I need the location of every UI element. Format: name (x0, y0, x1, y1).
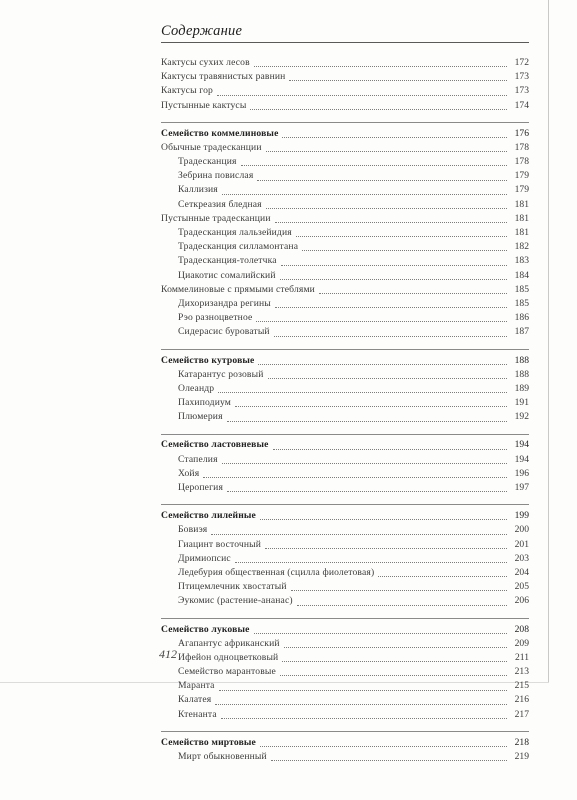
toc-entry-page: 186 (514, 312, 529, 324)
toc-entry[interactable] (161, 637, 529, 651)
toc-entry-label: Калатея (178, 694, 212, 706)
dot-leader (280, 278, 507, 280)
toc-entry[interactable] (161, 750, 529, 764)
toc-entry-page: 213 (514, 666, 529, 678)
dot-leader (258, 363, 507, 365)
toc-entry[interactable] (161, 56, 529, 70)
dot-leader (296, 235, 507, 237)
dot-leader (284, 646, 507, 648)
dot-leader (235, 405, 507, 407)
page-number: 412 (159, 647, 177, 661)
dot-leader (203, 476, 507, 478)
toc-entry[interactable] (161, 708, 529, 722)
dot-leader (217, 94, 507, 96)
toc-entry-label: Птицемлечник хвостатый (178, 581, 287, 593)
toc-entry-label: Семейство марантовые (178, 666, 276, 678)
dot-leader (235, 561, 507, 563)
toc-entry-page: 181 (514, 198, 529, 210)
toc-entry[interactable] (161, 594, 529, 608)
toc-entry[interactable] (161, 297, 529, 311)
toc-entry-label: Хойя (178, 467, 200, 479)
section-rule (161, 504, 529, 505)
running-header (161, 23, 529, 43)
toc-entry-label: Пустынные кактусы (161, 99, 247, 111)
dot-leader (275, 221, 507, 223)
toc-entry[interactable] (161, 84, 529, 98)
toc-entry-label: Гиацинт восточный (178, 538, 262, 550)
toc-entry-label: Семейство кутровые (161, 354, 255, 366)
dot-leader (254, 65, 507, 67)
toc-entry[interactable] (161, 99, 529, 113)
toc-entry-page: 183 (514, 255, 529, 267)
toc-entry-page: 181 (514, 227, 529, 239)
toc-entry[interactable] (161, 552, 529, 566)
toc-entry-label: Агапантус африканский (178, 637, 280, 649)
toc-entry[interactable] (161, 538, 529, 552)
toc-entry-label: Рэо разноцветное (178, 312, 253, 324)
section-rule (161, 618, 529, 619)
toc-entry-label: Ифейон одноцветковый (178, 651, 279, 663)
dot-leader (241, 164, 507, 166)
dot-leader (297, 604, 507, 606)
dot-leader (280, 674, 507, 676)
header-title: Содержание (161, 23, 243, 39)
toc-entry[interactable] (161, 155, 529, 169)
toc-family-entry[interactable] (161, 509, 529, 523)
toc-entry-label: Семейство лилейные (161, 510, 256, 522)
toc-entry-page: 200 (514, 524, 529, 536)
toc-entry-page: 174 (514, 99, 529, 111)
dot-leader (291, 589, 507, 591)
toc-entry-label: Дихоризандра регины (178, 297, 271, 309)
section-gap (161, 609, 529, 615)
toc-entry-label: Кактусы сухих лесов (161, 56, 250, 68)
toc-entry[interactable] (161, 325, 529, 339)
toc-entry-page: 189 (514, 382, 529, 394)
toc-entry-label: Кактусы травянистых равнин (161, 71, 286, 83)
section-rule (161, 349, 529, 350)
toc-entry-page: 199 (514, 510, 529, 522)
section-gap (161, 113, 529, 119)
dot-leader (266, 207, 507, 209)
toc-entry-label: Эукомис (растение-ананас) (178, 595, 293, 607)
toc-entry-page: 217 (514, 708, 529, 720)
toc-entry-page: 181 (514, 212, 529, 224)
toc-entry-page: 178 (514, 141, 529, 153)
toc-entry-label: Традесканция лальзейидия (178, 227, 292, 239)
toc-entry-label: Ледебурия общественная (сцилла фиолетовая) (178, 566, 375, 578)
toc-entry[interactable] (161, 198, 529, 212)
dot-leader (275, 306, 507, 308)
toc-entry[interactable] (161, 651, 529, 665)
toc-entry-label: Обычные традесканции (161, 141, 262, 153)
section-rule (161, 434, 529, 435)
dot-leader (222, 462, 507, 464)
toc-entry-page: 184 (514, 269, 529, 281)
toc-family-entry[interactable] (161, 127, 529, 141)
toc-entry[interactable] (161, 481, 529, 495)
toc-entry-label: Традесканция силламонтана (178, 241, 299, 253)
toc-entry[interactable] (161, 382, 529, 396)
toc-entry[interactable] (161, 70, 529, 84)
toc-entry-label: Циакотис сомалийский (178, 269, 276, 281)
section-rule (161, 731, 529, 732)
toc-entry[interactable] (161, 453, 529, 467)
toc-entry-label: Семейство миртовые (161, 736, 256, 748)
dot-leader (211, 533, 507, 535)
toc-family-entry[interactable] (161, 736, 529, 750)
dot-leader (219, 689, 507, 691)
toc-entry-page: 203 (514, 552, 529, 564)
toc-entry-label: Плюмерия (178, 411, 223, 423)
toc-entry-page: 191 (514, 397, 529, 409)
toc-entry[interactable] (161, 254, 529, 268)
toc-entry-page: 182 (514, 241, 529, 253)
dot-leader (289, 79, 507, 81)
toc-entry[interactable] (161, 169, 529, 183)
section-gap (161, 425, 529, 431)
toc-entry-label: Пахиподиум (178, 397, 232, 409)
toc-entry-label: Кактусы гор (161, 85, 213, 97)
dot-leader (257, 179, 507, 181)
toc-entry-label: Каллизия (178, 184, 218, 196)
dot-leader (260, 745, 507, 747)
toc-entry-page: 187 (514, 326, 529, 338)
toc-entry[interactable] (161, 184, 529, 198)
toc-entry-page: 197 (514, 482, 529, 494)
toc-entry-page: 218 (514, 736, 529, 748)
toc-entry[interactable] (161, 679, 529, 693)
toc-entry-page: 201 (514, 538, 529, 550)
toc-entry-label: Традесканция (178, 156, 237, 168)
toc-entry-page: 208 (514, 623, 529, 635)
toc-entry-label: Олеандр (178, 382, 215, 394)
page-edge (548, 0, 549, 682)
toc-entry-page: 188 (514, 354, 529, 366)
toc-entry-page: 194 (514, 453, 529, 465)
toc-entry-label: Семейство коммелиновые (161, 127, 279, 139)
toc-entry-page: 205 (514, 581, 529, 593)
toc-entry-page: 185 (514, 297, 529, 309)
toc-entry-label: Семейство ластовневые (161, 439, 269, 451)
section-gap (161, 340, 529, 346)
toc-entry-page: 211 (514, 651, 529, 663)
toc-entry-page: 178 (514, 156, 529, 168)
toc-entry-page: 172 (514, 56, 529, 68)
toc-entry-label: Мирт обыкновенный (178, 751, 267, 763)
toc-entry[interactable] (161, 269, 529, 283)
toc-entry-label: Традесканция-толетчка (178, 255, 277, 267)
toc-entry-label: Сидерасис буроватый (178, 326, 270, 338)
toc-entry-label: Дримиопсис (178, 552, 231, 564)
toc-entry[interactable] (161, 396, 529, 410)
dot-leader (302, 249, 507, 251)
dot-leader (265, 547, 507, 549)
toc-entry-label: Церопегия (178, 482, 224, 494)
toc-entry-page: 179 (514, 170, 529, 182)
dot-leader (254, 632, 507, 634)
toc-entry-label: Сеткреазия бледная (178, 198, 262, 210)
toc-entry-label: Катарантус розовый (178, 368, 264, 380)
dot-leader (271, 759, 507, 761)
dot-leader (282, 136, 507, 138)
dot-leader (268, 377, 508, 379)
toc-family-entry[interactable] (161, 354, 529, 368)
toc-entry-page: 215 (514, 680, 529, 692)
toc-entry-label: Стапелия (178, 453, 218, 465)
toc-entry-page: 173 (514, 71, 529, 83)
toc-entry-page: 206 (514, 595, 529, 607)
toc-entry[interactable] (161, 226, 529, 240)
toc-entry[interactable] (161, 212, 529, 226)
toc-entry-page: 204 (514, 566, 529, 578)
dot-leader (218, 391, 507, 393)
table-of-contents (161, 56, 529, 764)
toc-entry[interactable] (161, 580, 529, 594)
toc-entry[interactable] (161, 283, 529, 297)
toc-entry-label: Зебрина повислая (178, 170, 254, 182)
toc-entry-label: Бовиэя (178, 524, 208, 536)
section-rule (161, 122, 529, 123)
dot-leader (215, 703, 507, 705)
dot-leader (260, 518, 507, 520)
toc-entry-page: 185 (514, 283, 529, 295)
toc-entry-page: 176 (514, 127, 529, 139)
toc-entry-page: 192 (514, 411, 529, 423)
toc-entry-page: 194 (514, 439, 529, 451)
dot-leader (378, 575, 507, 577)
dot-leader (266, 150, 507, 152)
dot-leader (319, 292, 507, 294)
toc-entry[interactable] (161, 368, 529, 382)
toc-entry-label: Семейство луковые (161, 623, 250, 635)
toc-entry-label: Пустынные традесканции (161, 212, 271, 224)
toc-entry[interactable] (161, 694, 529, 708)
toc-entry[interactable] (161, 523, 529, 537)
dot-leader (227, 490, 507, 492)
toc-entry-label: Коммелиновые с прямыми стеблями (161, 283, 315, 295)
dot-leader (274, 335, 507, 337)
toc-entry[interactable] (161, 240, 529, 254)
dot-leader (256, 320, 507, 322)
toc-entry[interactable] (161, 141, 529, 155)
toc-family-entry[interactable] (161, 439, 529, 453)
dot-leader (222, 193, 507, 195)
toc-entry-page: 219 (514, 751, 529, 763)
toc-entry-page: 209 (514, 637, 529, 649)
toc-entry-page: 179 (514, 184, 529, 196)
toc-entry-page: 173 (514, 85, 529, 97)
dot-leader (273, 448, 507, 450)
toc-entry-page: 196 (514, 467, 529, 479)
toc-entry-label: Маранта (178, 680, 215, 692)
dot-leader (227, 420, 507, 422)
header-rule (161, 42, 529, 43)
toc-entry[interactable] (161, 410, 529, 424)
section-gap (161, 495, 529, 501)
dot-leader (221, 717, 507, 719)
toc-entry-label: Ктенанта (178, 708, 217, 720)
toc-entry[interactable] (161, 566, 529, 580)
dot-leader (281, 264, 507, 266)
toc-entry[interactable] (161, 665, 529, 679)
dot-leader (250, 108, 507, 110)
toc-entry-page: 188 (514, 368, 529, 380)
toc-family-entry[interactable] (161, 623, 529, 637)
dot-leader (282, 660, 507, 662)
section-gap (161, 722, 529, 728)
toc-entry[interactable] (161, 311, 529, 325)
toc-entry[interactable] (161, 467, 529, 481)
toc-entry-page: 216 (514, 694, 529, 706)
